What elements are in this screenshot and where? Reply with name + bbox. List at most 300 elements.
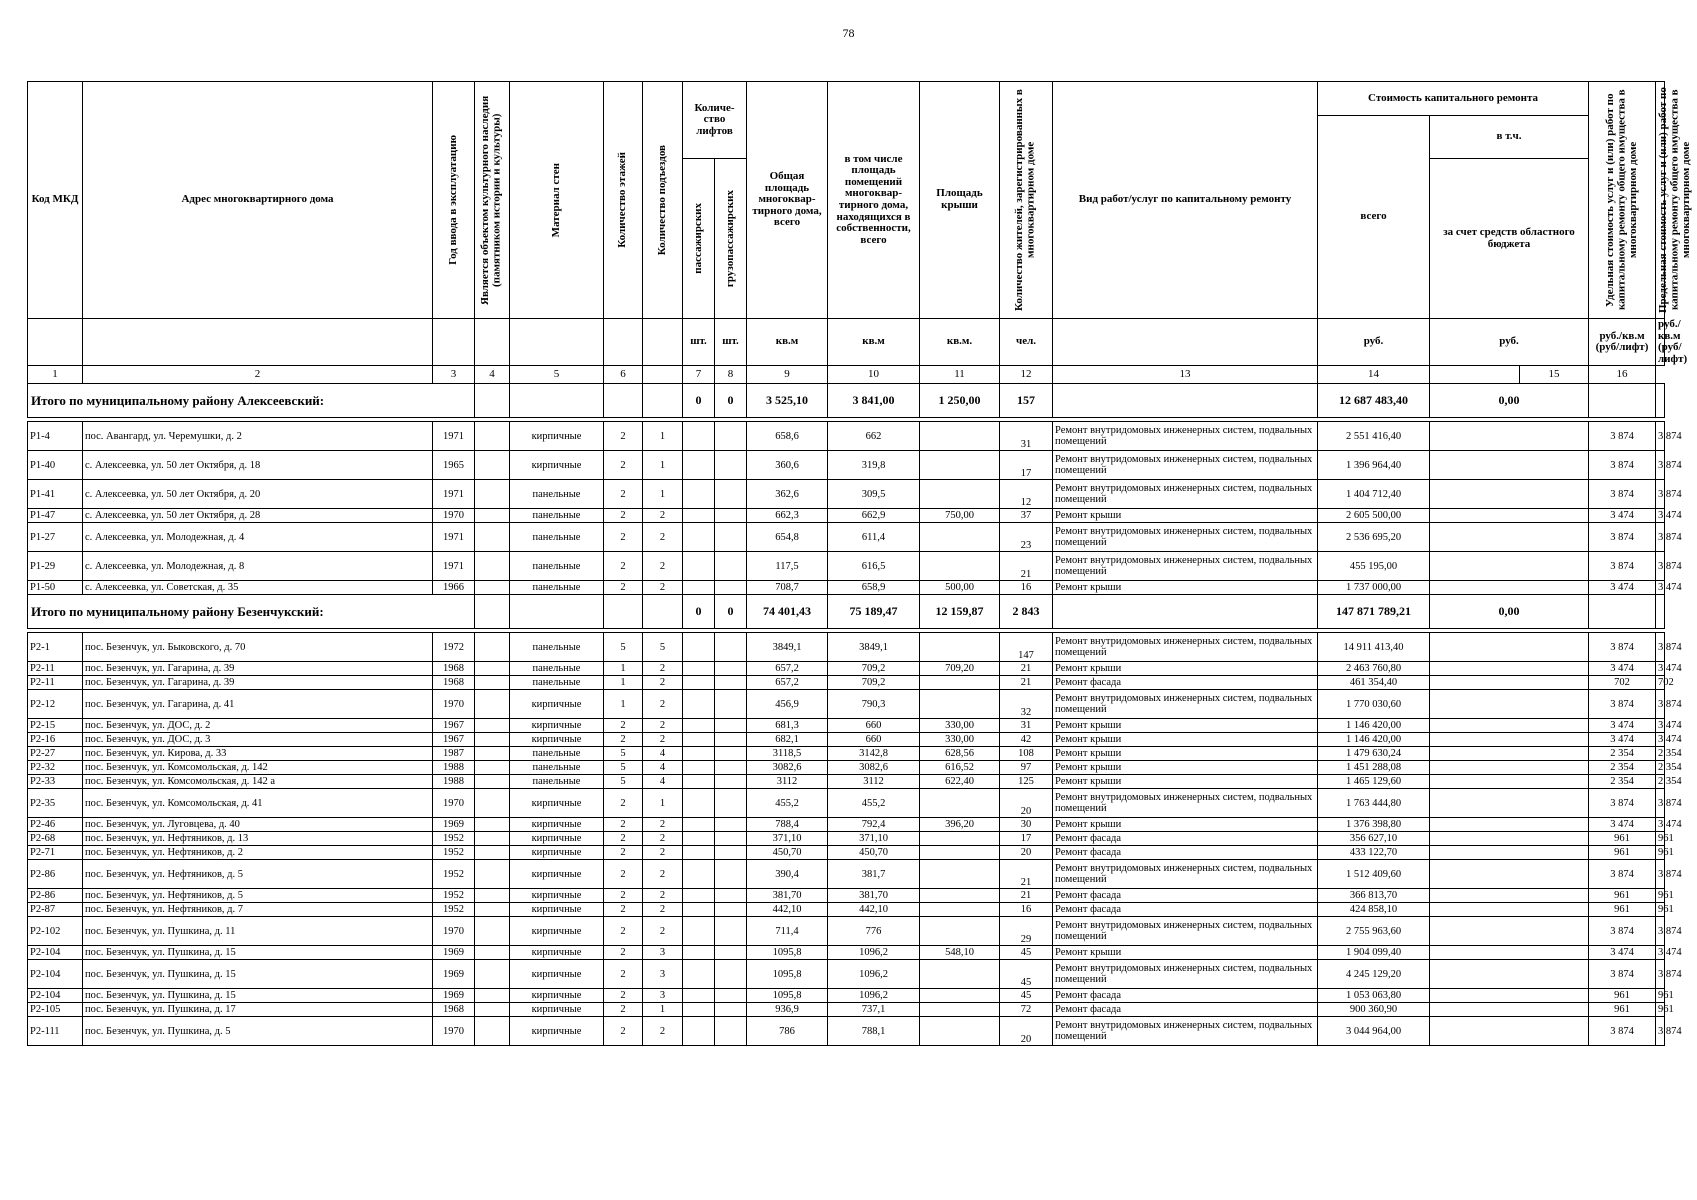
floors: 2	[604, 480, 643, 509]
column-number	[643, 366, 683, 384]
area-owned: 371,10	[828, 832, 920, 846]
column-number: 11	[920, 366, 1000, 384]
area-owned: 788,1	[828, 1017, 920, 1046]
roof-area	[920, 676, 1000, 690]
cost-regional	[1430, 676, 1589, 690]
house-code: Р1-40	[28, 451, 83, 480]
house-code: Р2-32	[28, 761, 83, 775]
area-total: 3082,6	[747, 761, 828, 775]
unit-cost: 3 874	[1589, 552, 1656, 581]
max-cost: 3 874	[1656, 860, 1665, 889]
max-cost: 3 874	[1656, 789, 1665, 818]
floors: 2	[604, 818, 643, 832]
entrances: 2	[643, 523, 683, 552]
cell	[643, 384, 683, 418]
area-owned: 319,8	[828, 451, 920, 480]
house-year: 1952	[433, 832, 475, 846]
cost-total: 366 813,70	[1318, 889, 1430, 903]
heritage-cell	[475, 662, 510, 676]
work-type: Ремонт фасада	[1053, 989, 1318, 1003]
area-total: 455,2	[747, 789, 828, 818]
cost-total: 1 904 099,40	[1318, 946, 1430, 960]
residents: 21	[1000, 889, 1053, 903]
wall-material: кирпичные	[510, 917, 604, 946]
max-cost: 3 474	[1656, 509, 1665, 523]
area-owned: 737,1	[828, 1003, 920, 1017]
total-lifts-cargo: 0	[715, 384, 747, 418]
lifts-cargo	[715, 422, 747, 451]
heritage-cell	[475, 509, 510, 523]
cost-total: 900 360,90	[1318, 1003, 1430, 1017]
lifts-passenger	[683, 1003, 715, 1017]
wall-material: кирпичные	[510, 789, 604, 818]
table-row	[28, 775, 1665, 789]
entrances: 3	[643, 989, 683, 1003]
area-total: 711,4	[747, 917, 828, 946]
wall-material: кирпичные	[510, 733, 604, 747]
house-code: Р2-1	[28, 633, 83, 662]
work-type: Ремонт внутридомовых инженерных систем, подвальных помещений	[1053, 480, 1318, 509]
max-cost: 2 354	[1656, 761, 1665, 775]
house-year: 1988	[433, 775, 475, 789]
total-roof-area: 12 159,87	[920, 595, 1000, 629]
entrances: 4	[643, 761, 683, 775]
max-cost: 702	[1656, 676, 1665, 690]
work-type: Ремонт крыши	[1053, 509, 1318, 523]
house-code: Р2-87	[28, 903, 83, 917]
floors: 2	[604, 509, 643, 523]
cost-regional	[1430, 1003, 1589, 1017]
roof-area: 616,52	[920, 761, 1000, 775]
unit-cost-regional: руб.	[1430, 319, 1589, 366]
unit-cost-total: руб.	[1318, 319, 1430, 366]
header-cost-regional: за счет средств областного бюджета	[1430, 159, 1589, 319]
house-code: Р2-11	[28, 676, 83, 690]
heritage-cell	[475, 1003, 510, 1017]
house-address: пос. Безенчук, ул. Луговцева, д. 40	[83, 818, 433, 832]
lifts-cargo	[715, 832, 747, 846]
house-code: Р2-15	[28, 719, 83, 733]
lifts-passenger	[683, 747, 715, 761]
house-address: пос. Безенчук, ул. Комсомольская, д. 142 а	[83, 775, 433, 789]
entrances: 1	[643, 451, 683, 480]
work-type: Ремонт внутридомовых инженерных систем, подвальных помещений	[1053, 633, 1318, 662]
lifts-passenger	[683, 832, 715, 846]
lifts-cargo	[715, 903, 747, 917]
unit-cost: 702	[1589, 676, 1656, 690]
cell	[475, 384, 510, 418]
house-address: пос. Безенчук, ул. ДОС, д. 3	[83, 733, 433, 747]
wall-material: кирпичные	[510, 960, 604, 989]
unit-cost: 2 354	[1589, 747, 1656, 761]
lifts-passenger	[683, 860, 715, 889]
unit-cost: 3 874	[1589, 789, 1656, 818]
max-cost: 3 474	[1656, 733, 1665, 747]
lifts-cargo	[715, 480, 747, 509]
heritage-cell	[475, 690, 510, 719]
lifts-passenger	[683, 690, 715, 719]
cost-total: 1 376 398,80	[1318, 818, 1430, 832]
unit-cost: 3 474	[1589, 509, 1656, 523]
wall-material: кирпичные	[510, 989, 604, 1003]
cost-total: 1 396 964,40	[1318, 451, 1430, 480]
lifts-cargo	[715, 662, 747, 676]
residents: 97	[1000, 761, 1053, 775]
house-address: пос. Безенчук, ул. Пушкина, д. 11	[83, 917, 433, 946]
cost-regional	[1430, 733, 1589, 747]
cell	[1656, 595, 1665, 629]
table-row	[28, 523, 1665, 552]
area-total: 682,1	[747, 733, 828, 747]
max-cost: 3 874	[1656, 917, 1665, 946]
heritage-cell	[475, 860, 510, 889]
entrances: 1	[643, 789, 683, 818]
column-number: 6	[604, 366, 643, 384]
work-type: Ремонт внутридомовых инженерных систем, подвальных помещений	[1053, 789, 1318, 818]
house-address: с. Алексеевка, ул. 50 лет Октября, д. 20	[83, 480, 433, 509]
area-owned: 709,2	[828, 662, 920, 676]
lifts-passenger	[683, 889, 715, 903]
wall-material: кирпичные	[510, 690, 604, 719]
table-row	[28, 581, 1665, 595]
work-type: Ремонт внутридомовых инженерных систем, подвальных помещений	[1053, 552, 1318, 581]
lifts-passenger	[683, 789, 715, 818]
residents: 45	[1000, 989, 1053, 1003]
table-row	[28, 633, 1665, 662]
house-year: 1968	[433, 662, 475, 676]
roof-area	[920, 523, 1000, 552]
total-cost: 147 871 789,21	[1318, 595, 1430, 629]
lifts-cargo	[715, 946, 747, 960]
lifts-passenger	[683, 846, 715, 860]
residents: 42	[1000, 733, 1053, 747]
roof-area	[920, 889, 1000, 903]
house-address: пос. Безенчук, ул. Гагарина, д. 41	[83, 690, 433, 719]
district-total-label: Итого по муниципальному району Безенчукский:	[28, 595, 433, 629]
cost-regional	[1430, 552, 1589, 581]
unit-residents: чел.	[1000, 319, 1053, 366]
heritage-cell	[475, 676, 510, 690]
house-code: Р2-35	[28, 789, 83, 818]
cell	[1053, 384, 1318, 418]
lifts-cargo	[715, 733, 747, 747]
house-code: Р2-104	[28, 946, 83, 960]
lifts-passenger	[683, 676, 715, 690]
residents: 147	[1000, 633, 1053, 662]
house-year: 1970	[433, 690, 475, 719]
wall-material: кирпичные	[510, 889, 604, 903]
unit-cost: 3 874	[1589, 917, 1656, 946]
roof-area: 330,00	[920, 719, 1000, 733]
unit-cost: 3 474	[1589, 719, 1656, 733]
total-lifts-cargo: 0	[715, 595, 747, 629]
cell	[433, 595, 475, 629]
column-number: 7	[683, 366, 715, 384]
house-year: 1970	[433, 1017, 475, 1046]
table-row	[28, 789, 1665, 818]
unit-cost: 3 474	[1589, 946, 1656, 960]
lifts-cargo	[715, 509, 747, 523]
lifts-passenger	[683, 917, 715, 946]
unit-cost: 3 874	[1589, 422, 1656, 451]
max-cost: 3 874	[1656, 523, 1665, 552]
house-address: пос. Безенчук, ул. Пушкина, д. 15	[83, 960, 433, 989]
area-total: 450,70	[747, 846, 828, 860]
lifts-cargo	[715, 960, 747, 989]
wall-material: панельные	[510, 552, 604, 581]
floors: 1	[604, 690, 643, 719]
house-year: 1966	[433, 581, 475, 595]
roof-area: 709,20	[920, 662, 1000, 676]
house-code: Р2-86	[28, 860, 83, 889]
house-year: 1971	[433, 422, 475, 451]
house-code: Р2-27	[28, 747, 83, 761]
house-code: Р1-4	[28, 422, 83, 451]
cost-total: 1 465 129,60	[1318, 775, 1430, 789]
header-area-total: Общая площадь многоквар-тирного дома, всего	[747, 82, 828, 319]
entrances: 3	[643, 946, 683, 960]
cost-regional	[1430, 761, 1589, 775]
house-code: Р2-105	[28, 1003, 83, 1017]
lifts-passenger	[683, 960, 715, 989]
residents: 32	[1000, 690, 1053, 719]
area-owned: 790,3	[828, 690, 920, 719]
floors: 2	[604, 989, 643, 1003]
house-code: Р1-47	[28, 509, 83, 523]
total-lifts-passenger: 0	[683, 384, 715, 418]
table-row	[28, 903, 1665, 917]
area-total: 390,4	[747, 860, 828, 889]
table-row	[28, 676, 1665, 690]
floors: 5	[604, 633, 643, 662]
column-number: 13	[1053, 366, 1318, 384]
column-number: 8	[715, 366, 747, 384]
area-owned: 381,7	[828, 860, 920, 889]
floors: 2	[604, 451, 643, 480]
total-roof-area: 1 250,00	[920, 384, 1000, 418]
heritage-cell	[475, 960, 510, 989]
floors: 2	[604, 846, 643, 860]
area-total: 657,2	[747, 676, 828, 690]
area-total: 788,4	[747, 818, 828, 832]
cost-total: 2 463 760,80	[1318, 662, 1430, 676]
residents: 45	[1000, 960, 1053, 989]
house-code: Р2-16	[28, 733, 83, 747]
wall-material: панельные	[510, 633, 604, 662]
header-heritage: Является объектом культурного наследия (памятником истории и культуры)	[479, 95, 503, 305]
house-address: пос. Безенчук, ул. Гагарина, д. 39	[83, 676, 433, 690]
floors: 2	[604, 523, 643, 552]
area-owned: 658,9	[828, 581, 920, 595]
roof-area: 622,40	[920, 775, 1000, 789]
cost-regional	[1430, 903, 1589, 917]
area-total: 3118,5	[747, 747, 828, 761]
residents: 23	[1000, 523, 1053, 552]
max-cost: 3 474	[1656, 581, 1665, 595]
entrances: 2	[643, 832, 683, 846]
floors: 2	[604, 581, 643, 595]
floors: 1	[604, 676, 643, 690]
floors: 2	[604, 1017, 643, 1046]
roof-area: 330,00	[920, 733, 1000, 747]
area-total: 362,6	[747, 480, 828, 509]
heritage-cell	[475, 523, 510, 552]
lifts-cargo	[715, 523, 747, 552]
area-total: 1095,8	[747, 946, 828, 960]
lifts-cargo	[715, 846, 747, 860]
house-code: Р2-46	[28, 818, 83, 832]
work-type: Ремонт крыши	[1053, 775, 1318, 789]
total-cost-regional: 0,00	[1430, 595, 1589, 629]
header-wall-material: Материал стен	[549, 162, 562, 238]
cell	[604, 384, 643, 418]
area-owned: 792,4	[828, 818, 920, 832]
work-type: Ремонт крыши	[1053, 818, 1318, 832]
lifts-passenger	[683, 761, 715, 775]
header-address: Адрес многоквартирного дома	[83, 82, 433, 319]
floors: 2	[604, 552, 643, 581]
table-row	[28, 451, 1665, 480]
table-row	[28, 1017, 1665, 1046]
floors: 2	[604, 422, 643, 451]
work-type: Ремонт фасада	[1053, 832, 1318, 846]
heritage-cell	[475, 789, 510, 818]
work-type: Ремонт крыши	[1053, 747, 1318, 761]
house-code: Р2-12	[28, 690, 83, 719]
table-row	[28, 719, 1665, 733]
roof-area: 750,00	[920, 509, 1000, 523]
area-total: 381,70	[747, 889, 828, 903]
house-year: 1988	[433, 761, 475, 775]
cost-total: 1 053 063,80	[1318, 989, 1430, 1003]
lifts-passenger	[683, 509, 715, 523]
header-residents: Количество жителей, зарегистрированных в многоквартирном доме	[1013, 89, 1037, 311]
unit-cost: 3 874	[1589, 451, 1656, 480]
entrances: 2	[643, 581, 683, 595]
house-code: Р2-104	[28, 960, 83, 989]
wall-material: кирпичные	[510, 946, 604, 960]
unit-cost: 3 474	[1589, 581, 1656, 595]
area-total: 371,10	[747, 832, 828, 846]
house-code: Р2-102	[28, 917, 83, 946]
table-row	[28, 946, 1665, 960]
cost-total: 461 354,40	[1318, 676, 1430, 690]
house-year: 1972	[433, 633, 475, 662]
cost-regional	[1430, 422, 1589, 451]
cost-total: 1 404 712,40	[1318, 480, 1430, 509]
house-code: Р2-71	[28, 846, 83, 860]
roof-area	[920, 422, 1000, 451]
entrances: 2	[643, 733, 683, 747]
area-total: 117,5	[747, 552, 828, 581]
area-owned: 3082,6	[828, 761, 920, 775]
lifts-cargo	[715, 747, 747, 761]
cost-regional	[1430, 1017, 1589, 1046]
area-total: 442,10	[747, 903, 828, 917]
column-number: 3	[433, 366, 475, 384]
wall-material: панельные	[510, 761, 604, 775]
cost-total: 455 195,00	[1318, 552, 1430, 581]
max-cost: 3 474	[1656, 662, 1665, 676]
cost-regional	[1430, 946, 1589, 960]
unit-cost: 961	[1589, 903, 1656, 917]
entrances: 2	[643, 818, 683, 832]
header-max-cost: Предельная стоимость услуг и (или) работ по капитальному ремонту общего имущества в многоквартирном доме	[1657, 87, 1693, 313]
work-type: Ремонт фасада	[1053, 903, 1318, 917]
area-owned: 3849,1	[828, 633, 920, 662]
max-cost: 961	[1656, 846, 1665, 860]
unit-cost: 3 474	[1589, 733, 1656, 747]
unit-cost: 961	[1589, 889, 1656, 903]
column-number: 12	[1000, 366, 1053, 384]
residents: 30	[1000, 818, 1053, 832]
roof-area	[920, 480, 1000, 509]
column-number	[1430, 366, 1520, 384]
max-cost: 961	[1656, 989, 1665, 1003]
table-row	[28, 690, 1665, 719]
area-owned: 381,70	[828, 889, 920, 903]
entrances: 1	[643, 480, 683, 509]
lifts-passenger	[683, 733, 715, 747]
house-address: пос. Безенчук, ул. Быковского, д. 70	[83, 633, 433, 662]
area-total: 658,6	[747, 422, 828, 451]
max-cost: 3 874	[1656, 422, 1665, 451]
cost-regional	[1430, 633, 1589, 662]
area-owned: 776	[828, 917, 920, 946]
work-type: Ремонт внутридомовых инженерных систем, подвальных помещений	[1053, 860, 1318, 889]
area-owned: 1096,2	[828, 989, 920, 1003]
roof-area: 628,56	[920, 747, 1000, 761]
roof-area	[920, 989, 1000, 1003]
unit-pass: шт.	[683, 319, 715, 366]
house-address: пос. Безенчук, ул. Кирова, д. 33	[83, 747, 433, 761]
house-year: 1969	[433, 818, 475, 832]
cost-total: 1 512 409,60	[1318, 860, 1430, 889]
house-address: пос. Безенчук, ул. Нефтяников, д. 13	[83, 832, 433, 846]
unit-cost: 3 874	[1589, 690, 1656, 719]
column-number: 14	[1318, 366, 1430, 384]
house-year: 1967	[433, 719, 475, 733]
entrances: 2	[643, 676, 683, 690]
cost-regional	[1430, 581, 1589, 595]
wall-material: кирпичные	[510, 719, 604, 733]
floors: 2	[604, 789, 643, 818]
area-total: 657,2	[747, 662, 828, 676]
table-row	[28, 1003, 1665, 1017]
unit-cargo: шт.	[715, 319, 747, 366]
lifts-passenger	[683, 662, 715, 676]
area-owned: 660	[828, 733, 920, 747]
roof-area	[920, 917, 1000, 946]
district-total-row	[28, 595, 1665, 629]
heritage-cell	[475, 719, 510, 733]
header-unit-cost: Удельная стоимость услуг и (или) работ по капитальному ремонту общего имущества в многоквартирном доме	[1603, 89, 1639, 311]
table-body	[28, 384, 1682, 1046]
total-area-owned: 75 189,47	[828, 595, 920, 629]
lifts-cargo	[715, 552, 747, 581]
cell	[1053, 595, 1318, 629]
table-row	[28, 818, 1665, 832]
cost-regional	[1430, 747, 1589, 761]
cost-regional	[1430, 960, 1589, 989]
cost-total: 1 770 030,60	[1318, 690, 1430, 719]
table-row	[28, 860, 1665, 889]
lifts-passenger	[683, 903, 715, 917]
heritage-cell	[475, 917, 510, 946]
unit-cost: 961	[1589, 846, 1656, 860]
work-type: Ремонт крыши	[1053, 733, 1318, 747]
house-address: пос. Безенчук, ул. Комсомольская, д. 41	[83, 789, 433, 818]
